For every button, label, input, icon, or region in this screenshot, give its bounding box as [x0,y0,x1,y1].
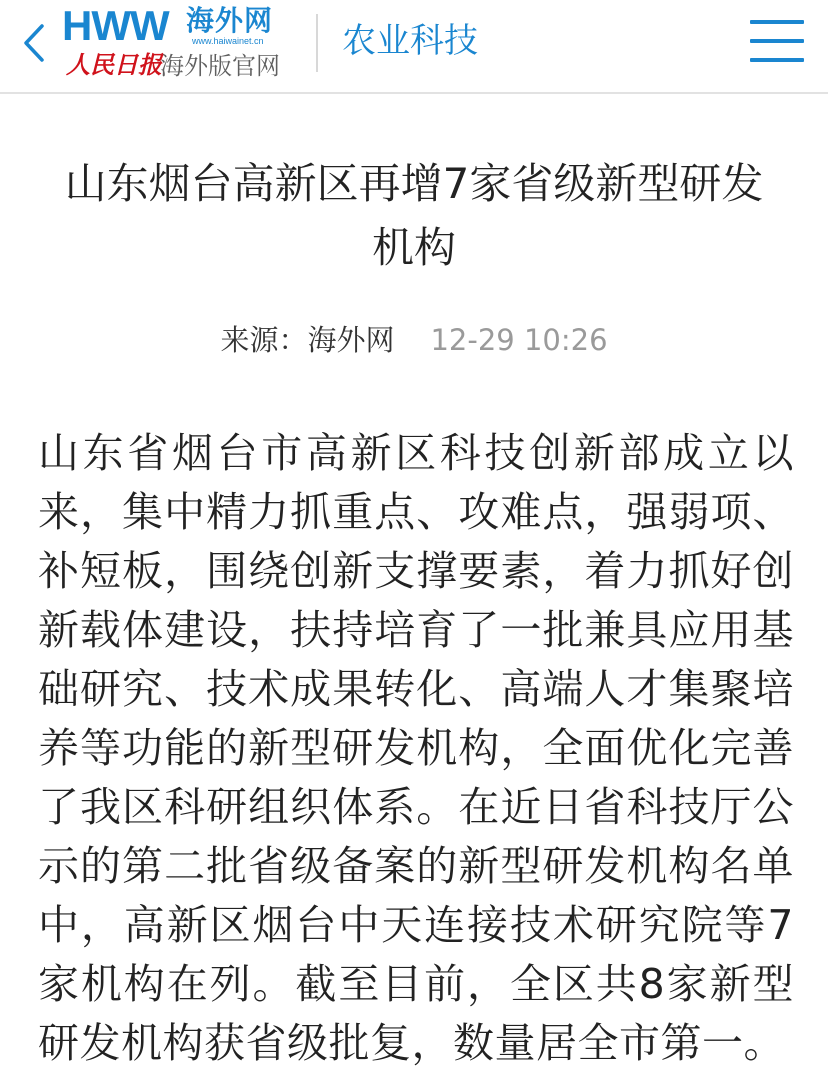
back-button[interactable] [14,18,54,68]
top-nav-bar [0,0,828,94]
article-source: 来源：海外网 [220,323,395,357]
logo-people-daily: 人民日报 [66,50,162,79]
menu-button[interactable] [748,18,806,64]
article-timestamp: 12-29 10:26 [430,323,608,357]
logo-site-name: 海外网 [186,4,274,37]
logo-hww-text: HWW [62,2,169,49]
logo-subtitle: 海外版官网 [160,52,280,80]
header-divider [316,14,318,72]
logo-url: www.haiwainet.cn [192,36,264,46]
haiwainet-logo[interactable] [62,4,302,84]
article-meta [0,318,828,362]
article-title: 山东烟台高新区再增7家省级新型研发机构 [64,159,764,272]
article-body: 山东省烟台市高新区科技创新部成立以来，集中精力抓重点、攻难点，强弱项、补短板，围绕创新支撑要素，着力抓好创新载体建设，扶持培育了一批兼具应用基础研究、技术成果转化、高端人才集聚培养等功能的新型研发机构，全面优化完善了我区科研组织体系。在近日省科技厅公示的第二批省级备案的新型研发机构名单中，高新区烟台中天连接技术研究院等7家机构在列。截至目前，全区共8家新型研发机构获省级批复，数量居全市第一。 [38,429,794,1067]
chevron-left-icon [22,23,46,63]
channel-title[interactable]: 农业科技 [342,21,478,61]
